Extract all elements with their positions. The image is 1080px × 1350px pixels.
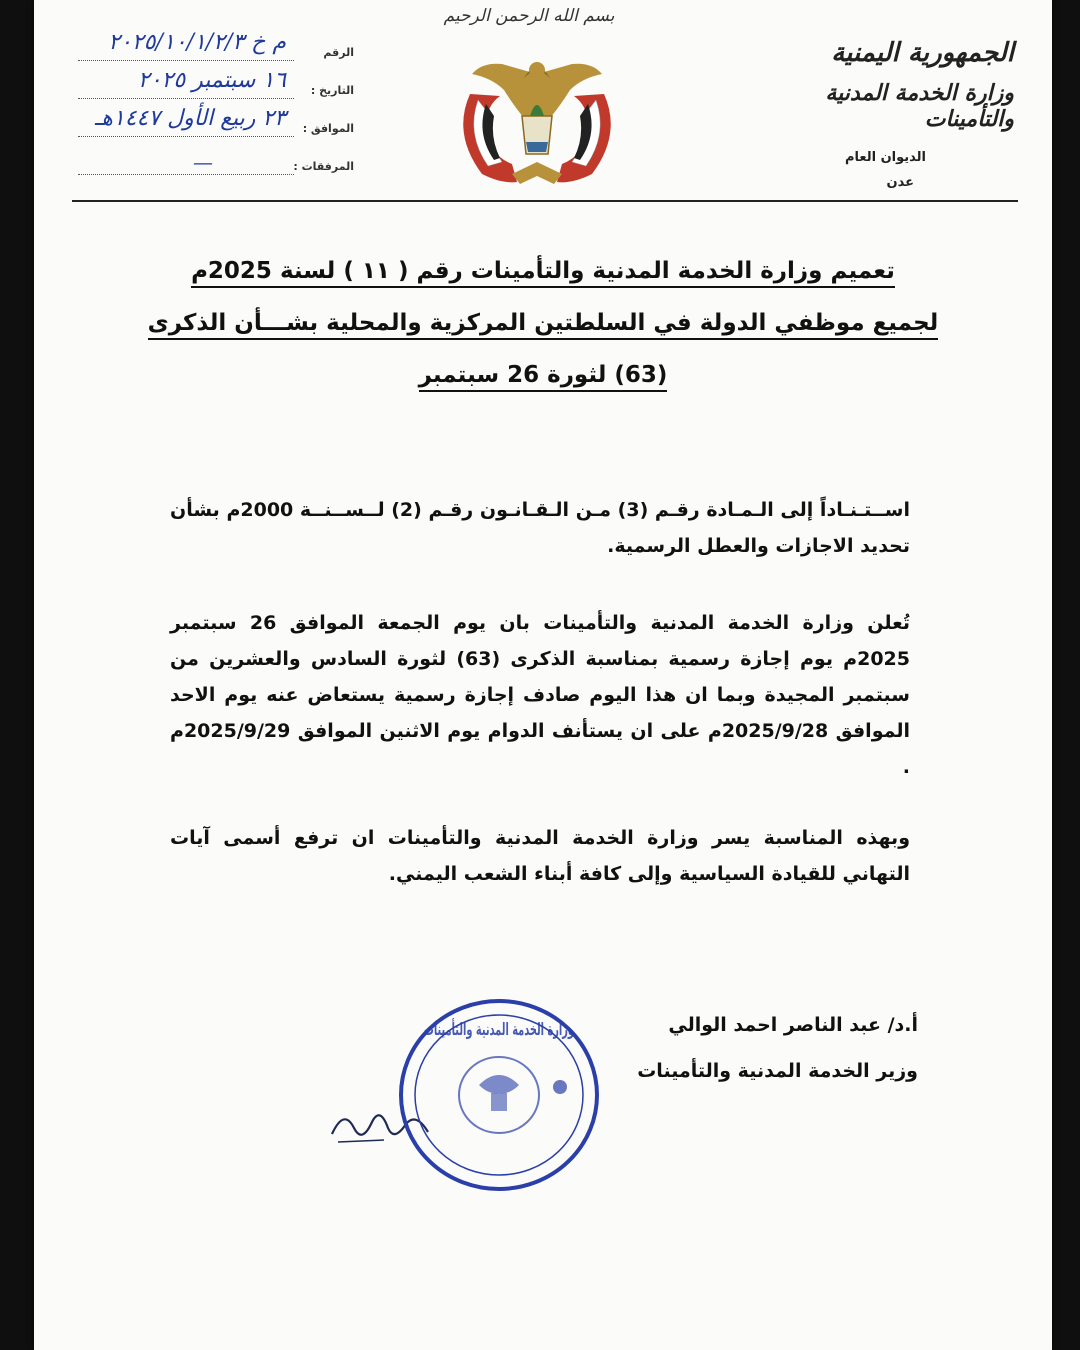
attachments-value: — bbox=[193, 150, 214, 174]
dotted-line bbox=[78, 136, 294, 137]
date-value: ١٦ سبتمبر ٢٠٢٥ bbox=[137, 68, 286, 93]
republic-name: الجمهورية اليمنية bbox=[831, 38, 1014, 68]
letterhead-right bbox=[754, 38, 1014, 190]
dotted-line bbox=[78, 174, 294, 175]
reference-number-row bbox=[74, 30, 354, 68]
circular-title-line-3 bbox=[34, 362, 1052, 388]
circular-title-text: لجميع موظفي الدولة في السلطتين المركزية والمحلية بشـــأن الذكرى bbox=[148, 310, 939, 340]
circular-title-text: (63) لثورة 26 سبتمبر bbox=[419, 362, 668, 392]
office-name: الديوان العام bbox=[844, 150, 926, 165]
hijri-date-label: الموافق : bbox=[302, 122, 354, 135]
attachments-row bbox=[74, 144, 354, 182]
national-emblem-eagle bbox=[442, 34, 632, 194]
dotted-line bbox=[78, 98, 294, 99]
city-name: عدن bbox=[886, 175, 914, 190]
document-page bbox=[34, 0, 1052, 1350]
reference-number-label: الرقم bbox=[323, 46, 354, 59]
bismillah-heading: بسم الله الرحمن الرحيم bbox=[443, 6, 615, 26]
official-stamp bbox=[394, 995, 684, 1195]
dotted-line bbox=[78, 60, 294, 61]
signatory-title: وزير الخدمة المدنية والتأمينات bbox=[637, 1060, 918, 1082]
circular-title-line-1 bbox=[34, 258, 1052, 284]
date-row bbox=[74, 68, 354, 106]
reference-number-value: م خ ٢٠٢٥/١٠/١/٢/٣ bbox=[108, 30, 286, 55]
paragraph-legal-basis: اســتـنـاداً إلى الـمـادة رقـم (3) مـن الـقـانـون رقـم (2) لــســنــة 2000م بشأن تحديد الاجازات والعطل الرسمية. bbox=[170, 499, 911, 557]
hijri-date-row bbox=[74, 106, 354, 144]
paragraph-congratulations: وبهذه المناسبة يسر وزارة الخدمة المدنية والتأمينات ان ترفع أسمى آيات التهاني للقيادة السياسية وإلى كافة أبناء الشعب اليمني. bbox=[170, 827, 910, 885]
circular-title-text: تعميم وزارة الخدمة المدنية والتأمينات رقم ( ١١ ) لسنة 2025م bbox=[191, 258, 895, 288]
ministry-name: وزارة الخدمة المدنية والتأمينات bbox=[825, 80, 1014, 132]
signatory-name: أ.د/ عبد الناصر احمد الوالي bbox=[668, 1014, 918, 1036]
circular-title-line-2 bbox=[34, 310, 1052, 336]
attachments-label: المرفقات : bbox=[293, 160, 354, 173]
hijri-date-value: ٢٣ ربيع الأول ١٤٤٧هـ bbox=[94, 106, 286, 131]
reference-block bbox=[74, 30, 354, 182]
stamp-text: وزارة الخدمة المدنية والتأمينات bbox=[424, 1020, 684, 1040]
date-label: التاريخ : bbox=[310, 84, 354, 97]
paragraph-announcement: تُعلن وزارة الخدمة المدنية والتأمينات بان يوم الجمعة الموافق 26 سبتمبر 2025م يوم إجازة رسمية بمناسبة الذكرى (63) لثورة السادس والعشرين من سبتمبر المجيدة وبما ان هذا اليوم صادف إجازة رسمية يستعاض عنه يوم الاحد الموافق 2025/9/28م على ان يستأنف الدوام يوم الاثنين الموافق 2025/9/29م . bbox=[170, 612, 911, 778]
header-divider bbox=[72, 200, 1018, 202]
